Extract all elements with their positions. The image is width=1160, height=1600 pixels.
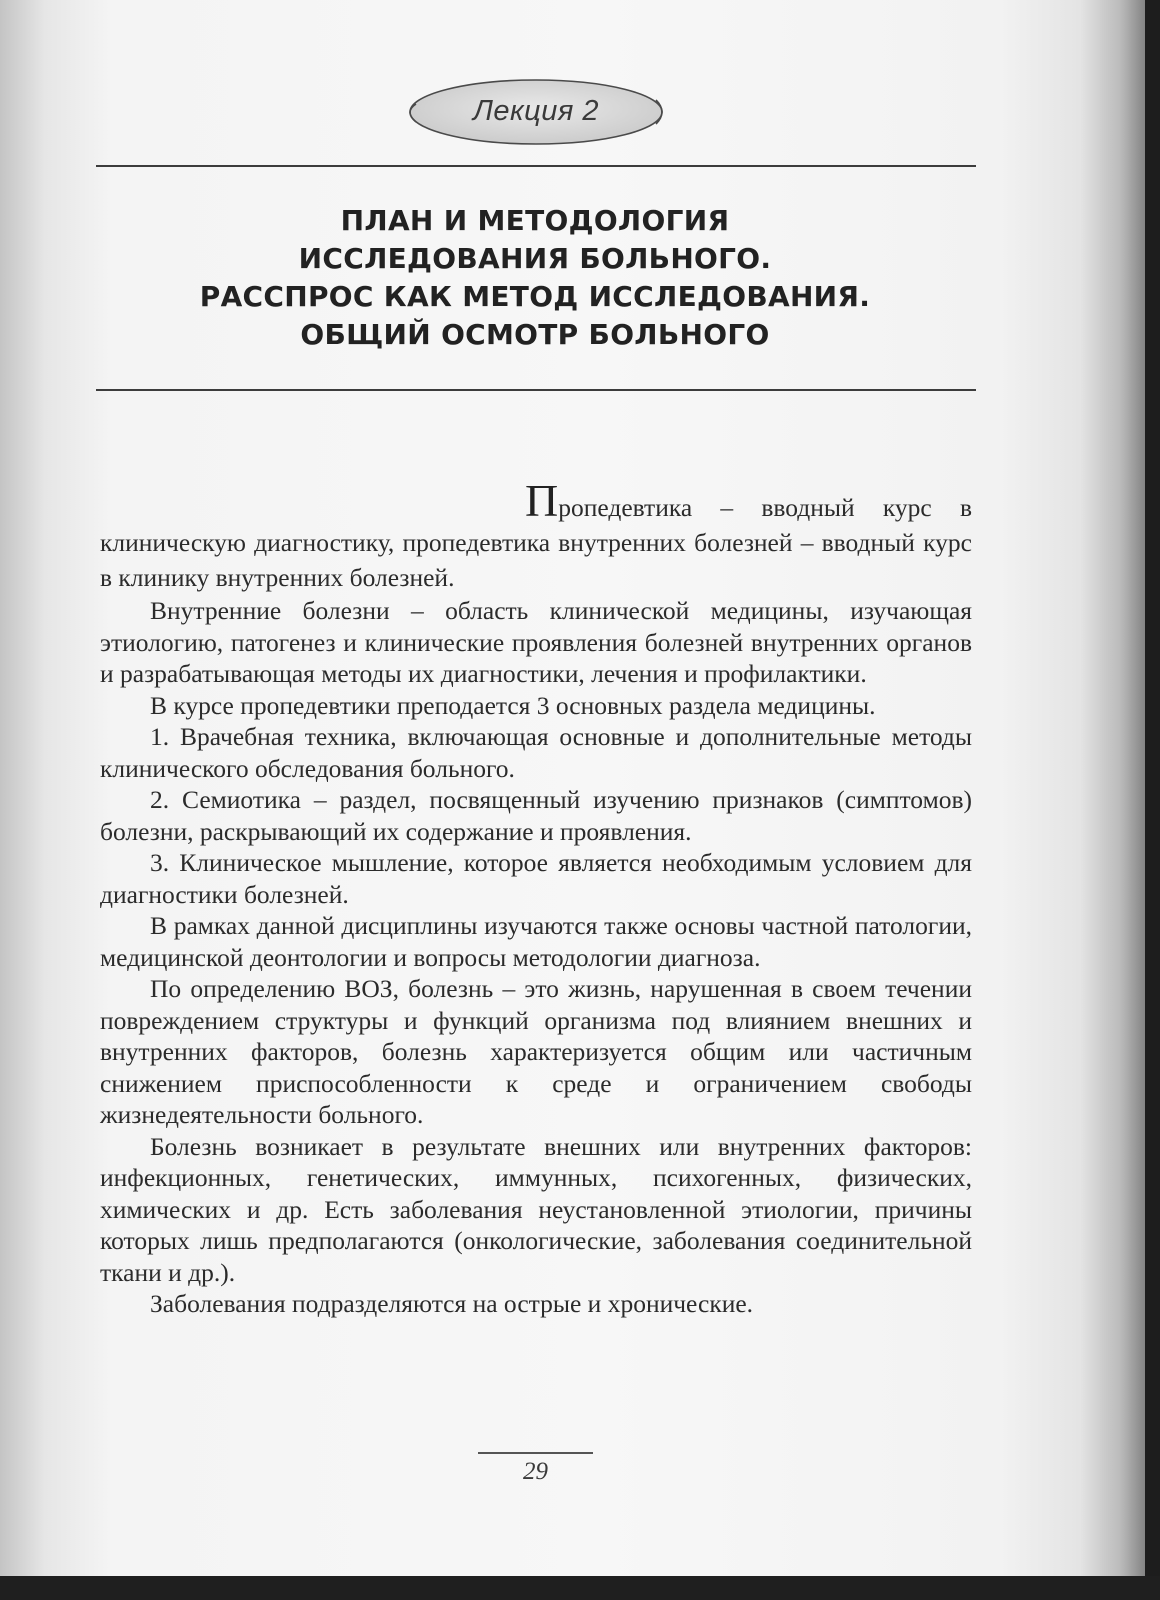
paragraph: В рамках данной дисциплины изучаются также основы частной патологии, медицинской деонтологии и вопросы методологии диагноза. <box>100 911 972 972</box>
chapter-title <box>120 202 950 354</box>
lecture-label: Лекция 2 <box>472 95 600 127</box>
page-number: 29 <box>523 1458 548 1485</box>
paragraph: По определению ВОЗ, болезнь – это жизнь, нарушенная в своем течении повреждением структуры и функций организма под влиянием внешних и внутренних факторов, болезнь характеризуется общим или частичным снижением приспособленности к среде и ограничением свободы жизнедеятельности больного. <box>100 974 972 1129</box>
paragraph: Заболевания подразделяются на острые и хронические. <box>150 1289 754 1318</box>
paragraph: 2. Семиотика – раздел, посвященный изучению признаков (симптомов) болезни, раскрывающий их содержание и проявления. <box>100 785 972 846</box>
paragraph: В курсе пропедевтики преподается 3 основных раздела медицины. <box>150 690 876 720</box>
paragraph: 3. Клиническое мышление, которое является необходимым условием для диагностики болезней. <box>100 848 972 909</box>
title-top-rule <box>96 165 976 167</box>
title-bottom-rule <box>96 389 976 391</box>
chapter-title-line: РАССПРОС КАК МЕТОД ИССЛЕДОВАНИЯ. <box>199 280 871 313</box>
lead-paragraph <box>100 475 972 595</box>
paragraph: Болезнь возникает в результате внешних или внутренних факторов: инфекционных, генетических, иммунных, психогенных, физических, химических и др. Есть заболевания неустановленной этиологии, причины которых лишь предполагаются (онкологические, заболевания соединительной ткани и др.). <box>100 1131 972 1287</box>
chapter-title-line: ИССЛЕДОВАНИЯ БОЛЬНОГО. <box>298 242 772 275</box>
chapter-title-line: ОБЩИЙ ОСМОТР БОЛЬНОГО <box>300 318 770 351</box>
paragraph: Внутренние болезни – область клинической медицины, изучающая этиологию, патогенез и клинические проявления болезней внутренних органов и разрабатывающая методы их диагностики, лечения и профилактики. <box>100 596 972 688</box>
page-number-rule <box>478 1452 593 1454</box>
scan-bottom-edge <box>0 1576 1160 1600</box>
lecture-badge <box>402 76 670 148</box>
lead-paragraph-text: ропедевтика – вводный курс в клиническую диагностику, пропедевтика внутренних болезней – вводный курс в клинику внутренних болезней. <box>100 493 972 592</box>
chapter-title-line: ПЛАН И МЕТОДОЛОГИЯ <box>340 204 730 237</box>
page-edge-shadow <box>1080 0 1145 1600</box>
drop-cap: П <box>525 475 559 526</box>
body-text <box>100 475 972 1320</box>
paragraph: 1. Врачебная техника, включающая основные и дополнительные методы клинического обследования больного. <box>100 722 972 783</box>
